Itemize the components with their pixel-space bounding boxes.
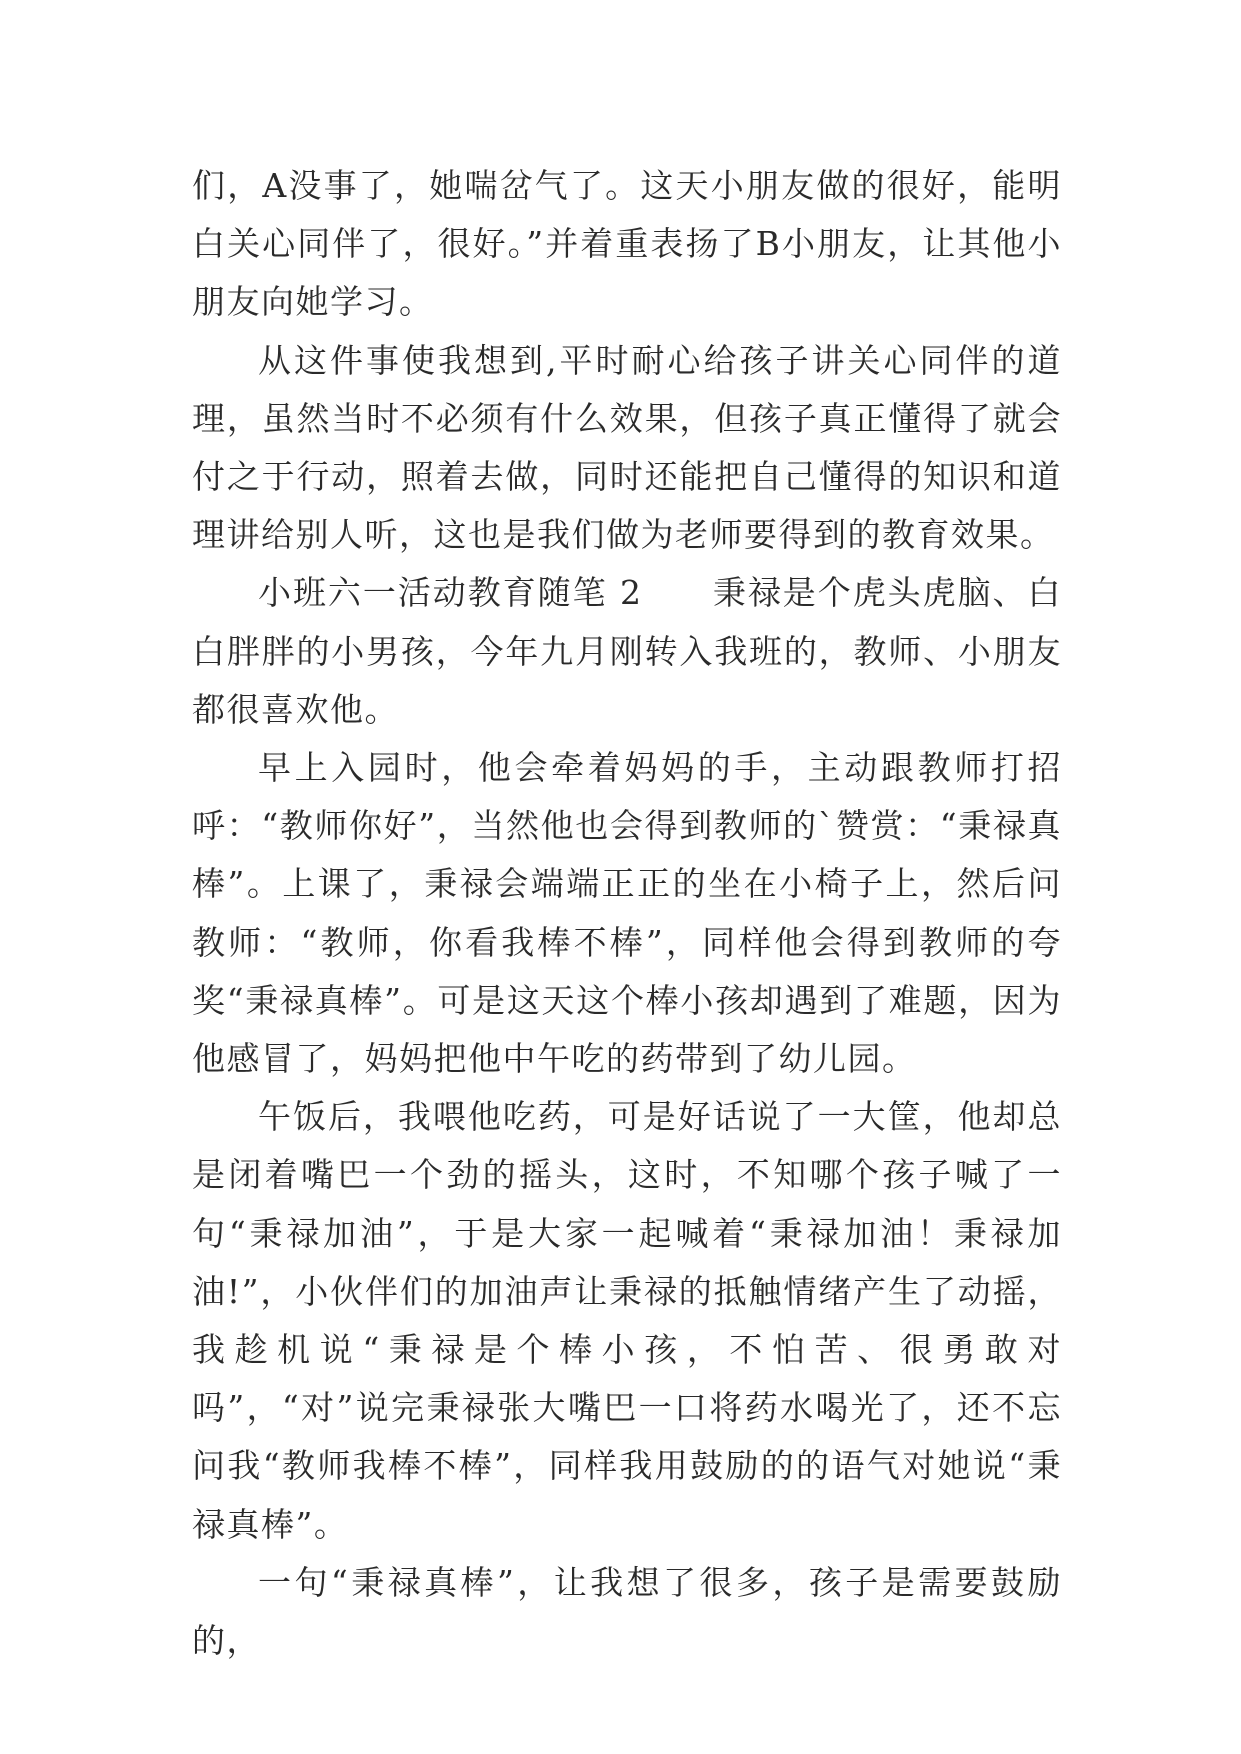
- paragraph-4: 早上入园时，他会牵着妈妈的手，主动跟教师打招呼：“教师你好”，当然他也会得到教师的`赞赏：“秉禄真棒”。上课了，秉禄会端端正正的坐在小椅子上，然后问教师：“教师，你看我棒不棒”，同样他会得到教师的夸奖“秉禄真棒”。可是这天这个棒小孩却遇到了难题，因为他感冒了，妈妈把他中午吃的药带到了幼儿园。: [192, 748, 1062, 1079]
- paragraph-2: 从这件事使我想到,平时耐心给孩子讲关心同伴的道理，虽然当时不必须有什么效果，但孩子真正懂得了就会付之于行动，照着去做，同时还能把自己懂得的知识和道理讲给别人听，这也是我们做为老师要得到的教育效果。: [192, 340, 1062, 555]
- paragraph-1: 们，A没事了，她喘岔气了。这天小朋友做的很好，能明白关心同伴了，很好。”并着重表扬了B小朋友，让其他小朋友向她学习。: [192, 166, 1062, 322]
- paragraph-5: 午饭后，我喂他吃药，可是好话说了一大筐，他却总是闭着嘴巴一个劲的摇头，这时，不知哪个孩子喊了一句“秉禄加油”，于是大家一起喊着“秉禄加油！秉禄加油!”，小伙伴们的加油声让秉禄的抵触情绪产生了动摇，我趁机说“秉禄是个棒小孩，不怕苦、很勇敢对吗”，“对”说完秉禄张大嘴巴一口将药水喝光了，还不忘问我“教师我棒不棒”，同样我用鼓励的的语气对她说“秉禄真棒”。: [192, 1097, 1062, 1544]
- body-text: [192, 157, 1062, 1670]
- paragraph-3: 小班六一活动教育随笔 2 秉禄是个虎头虎脑、白白胖胖的小男孩，今年九月刚转入我班的，教师、小朋友都很喜欢他。: [192, 573, 1062, 729]
- paragraph-6: 一句“秉禄真棒”，让我想了很多，孩子是需要鼓励的，: [192, 1562, 1062, 1661]
